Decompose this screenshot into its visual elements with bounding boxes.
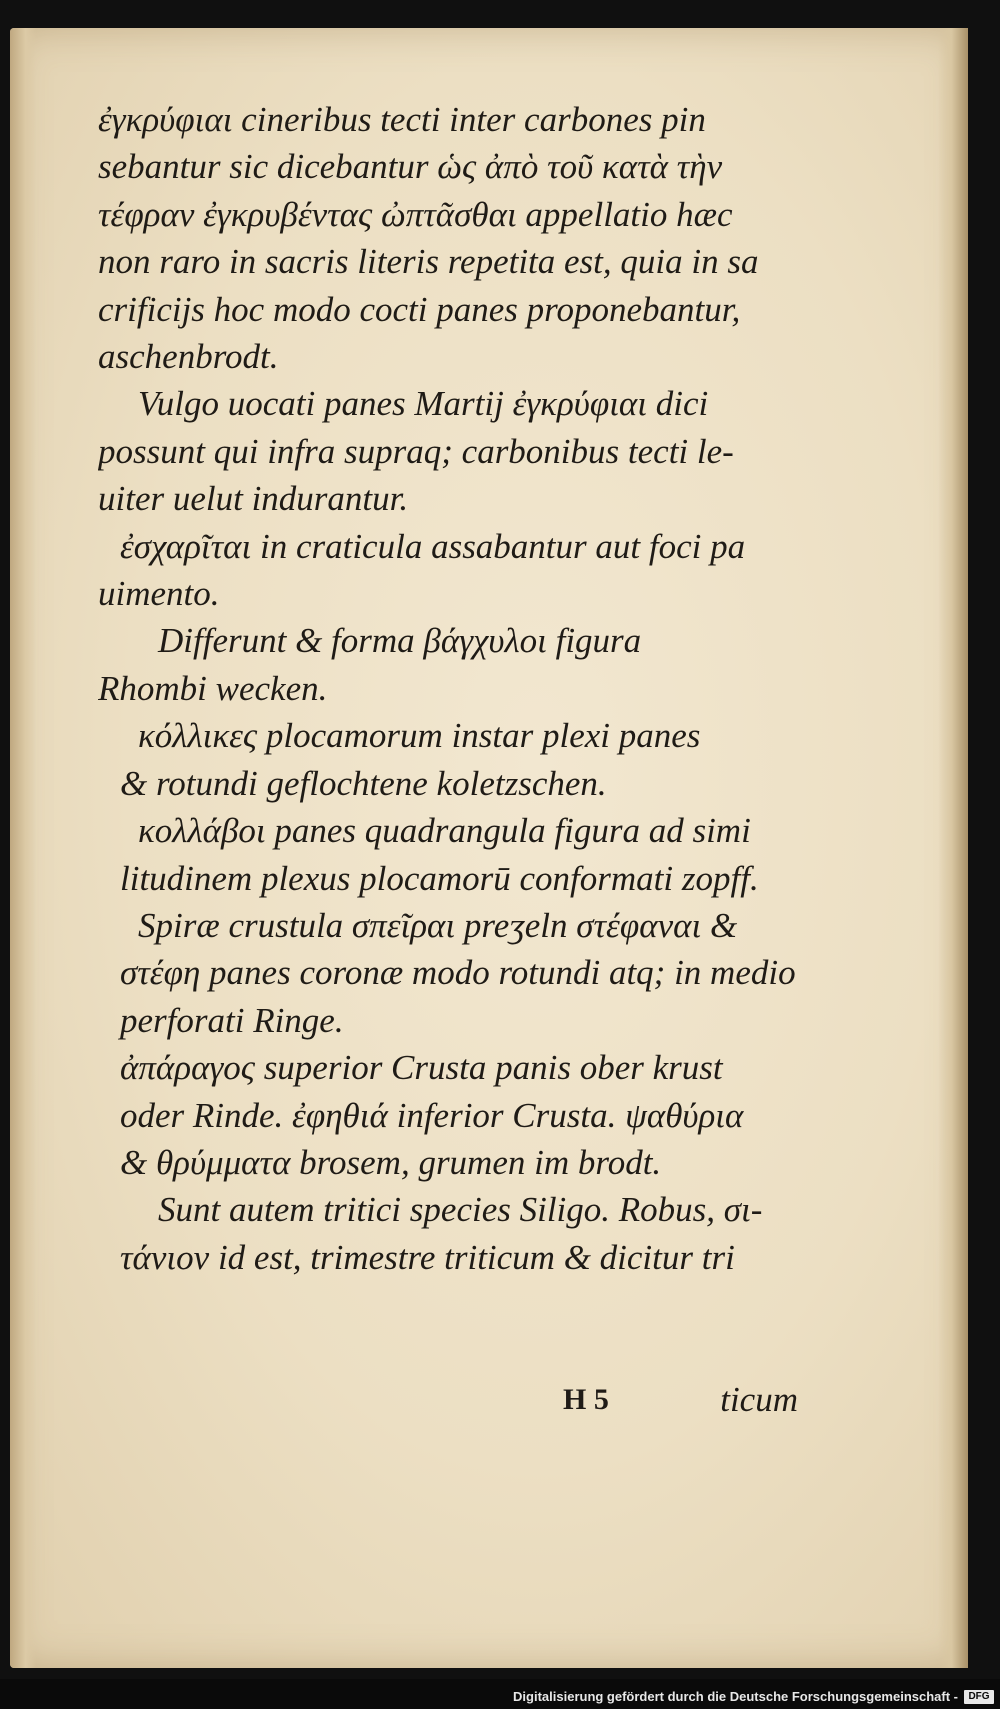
text-line: κολλάβοι panes quadrangula figura ad simi [138,811,751,851]
page-edge-left [10,28,36,1668]
page-edge-right [938,28,968,1668]
catchword: ticum [720,1380,798,1419]
text-line: crificijs hoc modo cocti panes proponebantur, [98,289,741,329]
text-line: Sunt autem tritici species Siligo. Robus, σι- [158,1190,763,1230]
text-line: sebantur sic dicebantur ὡς ἀπὸ τοῦ κατὰ τὴν [98,147,723,187]
dfg-logo-icon: DFG [964,1690,994,1704]
text-line: uiter uelut indurantur. [98,479,409,519]
text-block [98,96,798,1419]
text-line: Rhombi wecken. [98,668,328,708]
text-line: τέφραν ἐγκρυβέντας ὠπτᾶσθαι appellatio hæc [98,194,733,234]
text-line: aschenbrodt. [98,337,279,377]
text-line: ἐσχαρῖται in craticula assabantur aut foci pa [120,526,746,566]
text-line: Vulgo uocati panes Martij ἐγκρύφιαι dici [138,384,709,424]
text-line: ἀπάραγος superior Crusta panis ober krust [120,1048,723,1088]
text-line: τάνιον id est, trimestre triticum & dicitur tri [120,1237,735,1277]
text-line: & rotundi geflochtene koletzschen. [120,763,607,803]
text-line: perforati Ringe. [120,1000,344,1040]
text-line: litudinem plexus plocamorū conformati zopff. [120,858,759,898]
text-line: possunt qui infra supraq; carbonibus tecti le- [98,431,734,471]
text-line: στέφη panes coronæ modo rotundi atq; in medio [120,953,796,993]
text-line: κόλλικες plocamorum instar plexi panes [138,716,701,756]
signature-mark: H 5 [563,1383,609,1416]
page-foot [98,1376,798,1426]
funding-notice: Digitalisierung gefördert durch die Deutsche Forschungsgemeinschaft - [513,1689,958,1704]
book-page [10,28,968,1668]
text-line: ἐγκρύφιαι cineribus tecti inter carbones pin [98,100,706,139]
text-line: uimento. [98,574,220,614]
digitization-footer [0,1679,1000,1709]
text-line: & θρύμματα brosem, grumen im brodt. [120,1142,662,1182]
text-line: Spiræ crustula σπεῖραι preʒeln στέφαναι & [138,905,738,945]
text-line: Differunt & forma βάγχυλοι figura [158,621,642,661]
text-line: oder Rinde. ἐφηθιά inferior Crusta. ψαθύρια [120,1095,744,1135]
text-line: non raro in sacris literis repetita est, quia in sa [98,242,759,282]
